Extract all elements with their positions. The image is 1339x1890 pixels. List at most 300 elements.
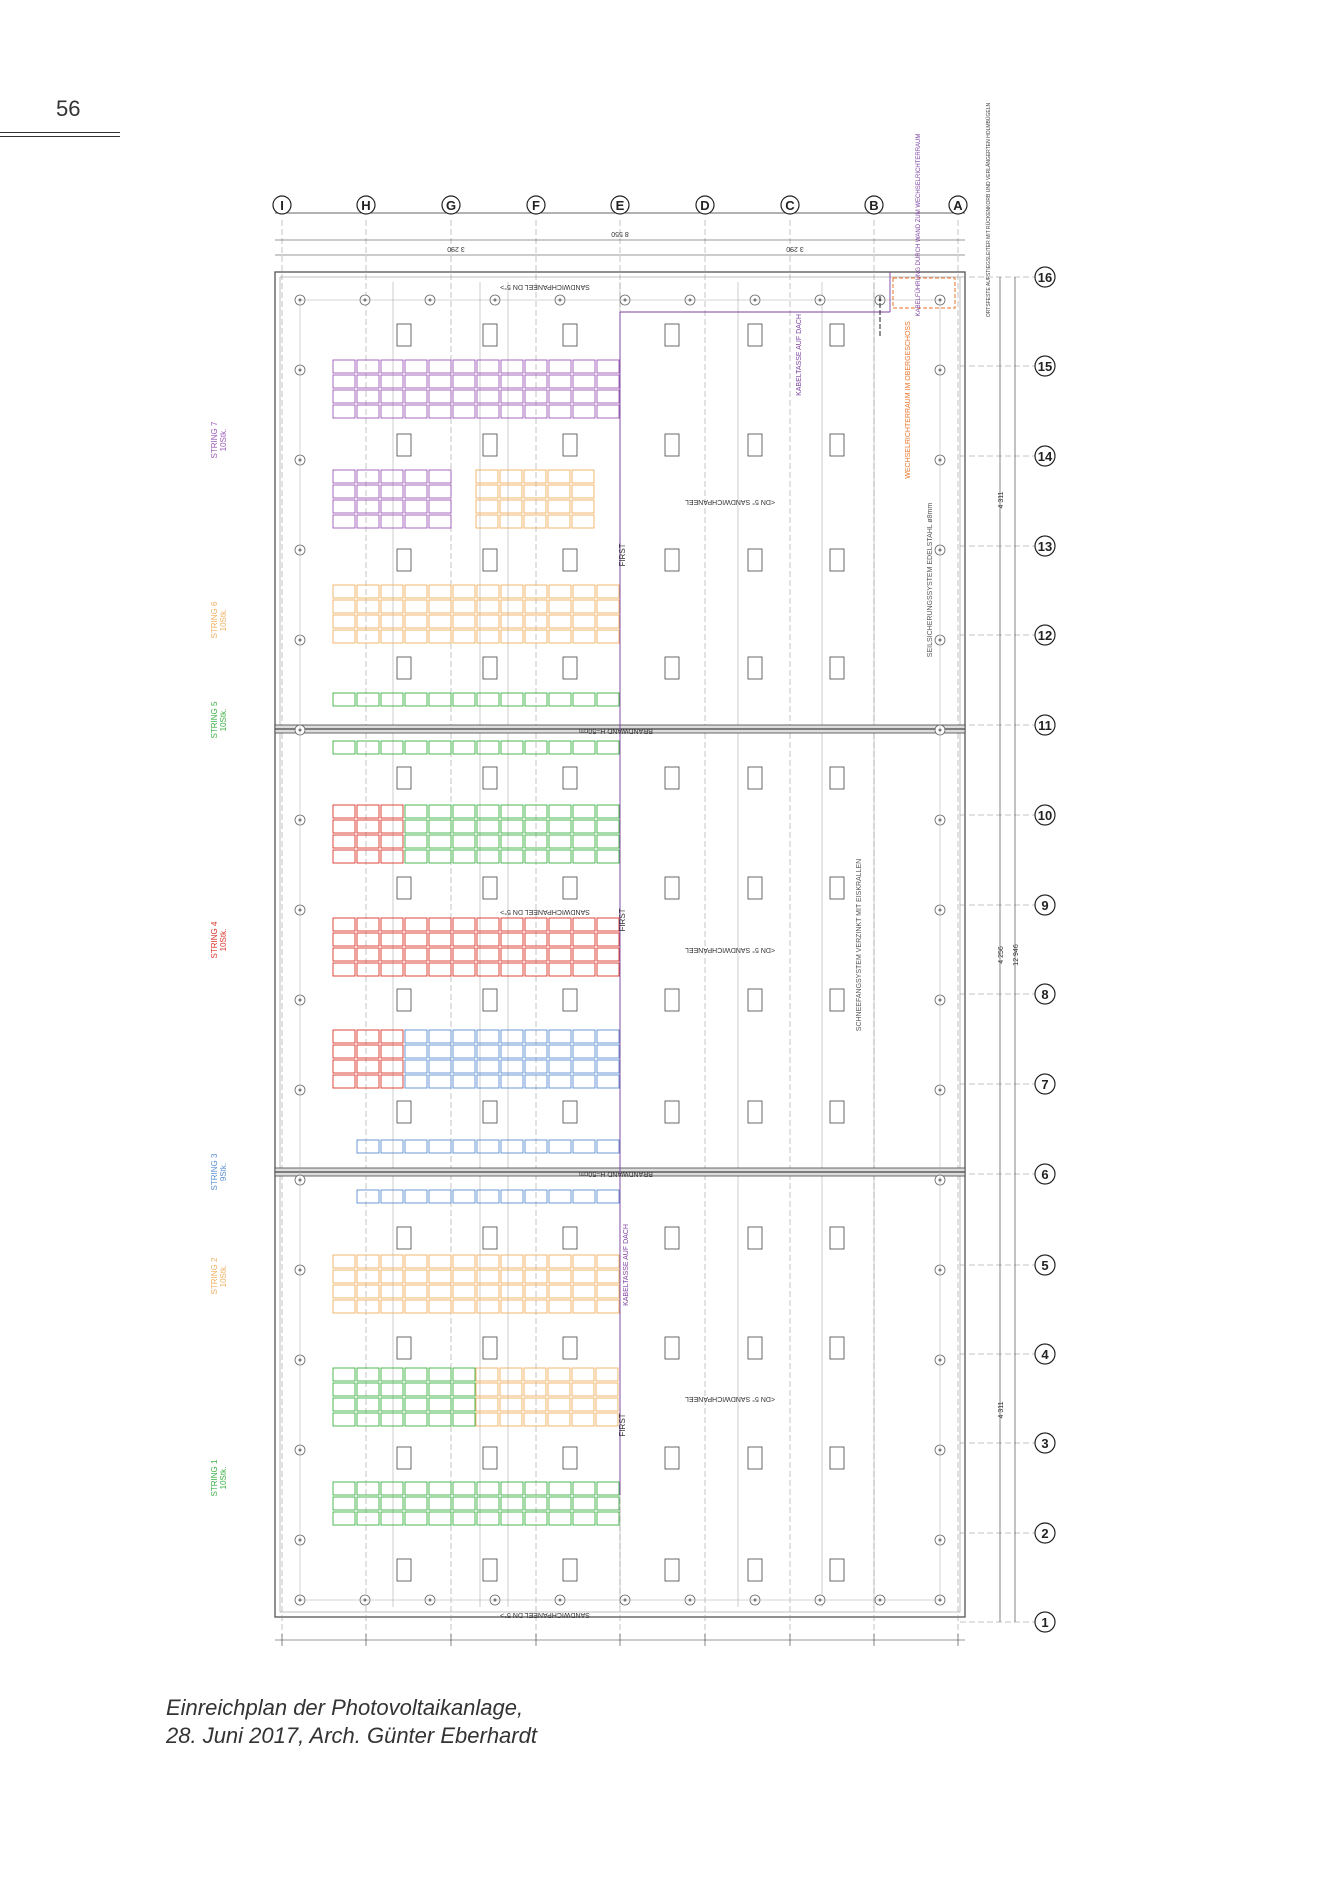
pv-module-string-2 — [405, 1270, 427, 1283]
pv-module-string-5 — [597, 693, 619, 706]
pv-module-string-3 — [453, 1030, 475, 1043]
pv-module-string-6 — [476, 515, 498, 528]
pv-module-string-7 — [549, 360, 571, 373]
pv-module-string-5 — [405, 820, 427, 833]
pv-module-string-3 — [501, 1060, 523, 1073]
pv-module-string-2 — [453, 1285, 475, 1298]
pv-module-string-1 — [597, 1482, 619, 1495]
ridge-label-1: FIRST — [618, 543, 627, 567]
pv-module-string-5 — [381, 741, 403, 754]
ridge-label-2: FIRST — [618, 908, 627, 932]
pv-module-string-6 — [573, 600, 595, 613]
axis-label-F: F — [532, 198, 540, 213]
pv-module-string-5 — [597, 820, 619, 833]
rwa-vent — [830, 434, 844, 456]
pv-module-string-4 — [549, 948, 571, 961]
pv-module-string-3 — [477, 1060, 499, 1073]
pv-module-string-2 — [597, 1255, 619, 1268]
pv-module-string-1 — [573, 1497, 595, 1510]
pv-module-string-4 — [453, 963, 475, 976]
pv-module-string-2 — [357, 1255, 379, 1268]
pv-module-string-3 — [429, 1075, 451, 1088]
pv-module-string-1 — [501, 1512, 523, 1525]
pv-module-string-2 — [477, 1300, 499, 1313]
pv-module-string-7 — [405, 360, 427, 373]
rwa-vent — [748, 1227, 762, 1249]
pv-module-string-3 — [429, 1140, 451, 1153]
pv-module-string-4 — [357, 948, 379, 961]
pv-module-string-7 — [405, 390, 427, 403]
sandwich-label-mid-4: <DN 5° SANDWICHPANEEL — [685, 1395, 775, 1402]
rwa-vent — [748, 989, 762, 1011]
pv-module-string-2 — [333, 1285, 355, 1298]
pv-module-string-7 — [381, 485, 403, 498]
rwa-vent — [563, 1337, 577, 1359]
pv-module-string-1 — [405, 1497, 427, 1510]
pv-module-string-7 — [405, 500, 427, 513]
pv-module-string-3 — [501, 1190, 523, 1203]
rwa-vent — [483, 549, 497, 571]
pv-module-string-6 — [357, 630, 379, 643]
string-3-label: STRING 3 — [210, 1153, 219, 1191]
pv-module-string-2 — [357, 1300, 379, 1313]
pv-module-string-3 — [573, 1190, 595, 1203]
rwa-vent — [397, 1101, 411, 1123]
pv-module-string-1 — [381, 1383, 403, 1396]
pv-module-string-2 — [405, 1285, 427, 1298]
pv-module-string-7 — [429, 405, 451, 418]
pv-module-string-6 — [357, 600, 379, 613]
pv-module-string-3 — [405, 1140, 427, 1153]
rwa-vent — [483, 434, 497, 456]
pv-module-string-2 — [597, 1270, 619, 1283]
pv-module-string-3 — [549, 1060, 571, 1073]
pv-module-string-1 — [333, 1512, 355, 1525]
rwa-vent — [397, 549, 411, 571]
pv-module-string-7 — [429, 470, 451, 483]
pv-module-string-2 — [381, 1255, 403, 1268]
pv-module-string-7 — [501, 360, 523, 373]
pv-module-string-4 — [357, 820, 379, 833]
pv-module-string-2 — [501, 1270, 523, 1283]
pv-module-string-6 — [573, 615, 595, 628]
pv-module-string-5 — [549, 693, 571, 706]
pv-module-string-7 — [453, 360, 475, 373]
pv-module-string-1 — [573, 1512, 595, 1525]
pv-module-string-5 — [573, 850, 595, 863]
pv-module-string-2 — [333, 1255, 355, 1268]
pv-module-string-2 — [476, 1413, 498, 1426]
pv-module-string-4 — [333, 805, 355, 818]
pv-module-string-7 — [453, 390, 475, 403]
string-1-count: 10Stk. — [219, 1466, 228, 1490]
pv-module-string-6 — [549, 600, 571, 613]
pv-module-string-4 — [549, 933, 571, 946]
pv-module-string-5 — [549, 805, 571, 818]
pv-module-string-1 — [453, 1383, 475, 1396]
pv-module-string-6 — [429, 585, 451, 598]
pv-module-string-5 — [429, 820, 451, 833]
rwa-vent — [830, 1227, 844, 1249]
pv-module-string-6 — [597, 585, 619, 598]
pv-module-string-4 — [333, 948, 355, 961]
pv-module-string-1 — [405, 1383, 427, 1396]
pv-module-string-6 — [476, 470, 498, 483]
pv-module-string-4 — [357, 1045, 379, 1058]
pv-module-string-6 — [572, 470, 594, 483]
pv-module-string-5 — [477, 805, 499, 818]
pv-module-string-5 — [549, 850, 571, 863]
pv-module-string-7 — [333, 515, 355, 528]
pv-module-string-5 — [453, 820, 475, 833]
string-3-count: 9Stk. — [219, 1162, 228, 1182]
axis-label-15: 15 — [1037, 359, 1053, 374]
pv-module-string-5 — [501, 835, 523, 848]
rwa-vent — [563, 434, 577, 456]
rwa-vent — [748, 1559, 762, 1581]
access-ladder-label: ORTSFESTE AUFSTIEGSLEITER MIT RÜCKENKORB UND VERLÄNGERTEN HOLMBÜGELN — [986, 102, 992, 318]
pv-module-string-4 — [381, 805, 403, 818]
pv-module-string-7 — [573, 390, 595, 403]
pv-module-string-6 — [548, 470, 570, 483]
pv-module-string-7 — [357, 390, 379, 403]
pv-module-string-4 — [381, 850, 403, 863]
pv-module-string-7 — [333, 470, 355, 483]
axis-label-3: 3 — [1041, 1436, 1049, 1451]
pv-module-string-7 — [357, 470, 379, 483]
pv-module-string-1 — [381, 1398, 403, 1411]
pv-module-string-1 — [357, 1368, 379, 1381]
pv-module-string-7 — [357, 405, 379, 418]
pv-module-string-3 — [405, 1060, 427, 1073]
pv-module-string-6 — [453, 600, 475, 613]
pv-module-string-4 — [333, 850, 355, 863]
rwa-vent — [665, 324, 679, 346]
rwa-vent — [830, 324, 844, 346]
rwa-vent — [483, 1101, 497, 1123]
pv-module-string-7 — [333, 360, 355, 373]
rwa-vent — [483, 989, 497, 1011]
pv-module-string-7 — [597, 375, 619, 388]
pv-module-string-2 — [548, 1368, 570, 1381]
pv-module-string-4 — [597, 963, 619, 976]
dim-right-upper: 4 311 — [998, 491, 1005, 509]
caption-line-2: 28. Juni 2017, Arch. Günter Eberhardt — [166, 1723, 537, 1748]
pv-module-string-3 — [573, 1045, 595, 1058]
pv-module-string-2 — [476, 1368, 498, 1381]
pv-module-string-1 — [453, 1482, 475, 1495]
pv-module-string-1 — [333, 1482, 355, 1495]
rwa-vent — [665, 434, 679, 456]
pv-module-string-4 — [381, 933, 403, 946]
pv-module-string-2 — [573, 1300, 595, 1313]
rwa-vent — [665, 1559, 679, 1581]
pv-module-string-3 — [405, 1030, 427, 1043]
pv-module-string-5 — [405, 835, 427, 848]
rwa-vent — [397, 1337, 411, 1359]
pv-module-string-1 — [333, 1413, 355, 1426]
pv-module-string-2 — [573, 1270, 595, 1283]
pv-module-string-6 — [453, 585, 475, 598]
sandwich-label-mid-3: <DN 5° SANDWICHPANEEL — [685, 946, 775, 953]
rwa-vent — [748, 767, 762, 789]
pv-module-string-2 — [524, 1368, 546, 1381]
axis-label-D: D — [700, 198, 710, 213]
pv-module-string-4 — [357, 1075, 379, 1088]
pv-module-string-3 — [429, 1060, 451, 1073]
pv-module-string-5 — [357, 741, 379, 754]
pv-module-string-4 — [357, 1030, 379, 1043]
inverter-room-label: WECHSELRICHTERRAUM IM OBERGESCHOSS — [905, 321, 912, 479]
dim-right-mid: 4 256 — [998, 946, 1005, 964]
rwa-vent — [397, 1227, 411, 1249]
pv-module-string-7 — [405, 485, 427, 498]
pv-module-string-3 — [573, 1075, 595, 1088]
rwa-vent — [830, 1559, 844, 1581]
axis-label-2: 2 — [1041, 1526, 1049, 1541]
pv-module-string-4 — [381, 948, 403, 961]
pv-module-string-4 — [453, 918, 475, 931]
pv-module-string-7 — [429, 485, 451, 498]
pv-module-string-6 — [548, 515, 570, 528]
pv-module-string-7 — [405, 515, 427, 528]
pv-module-string-1 — [381, 1368, 403, 1381]
pv-module-string-4 — [333, 1060, 355, 1073]
rwa-vent — [563, 877, 577, 899]
pv-module-string-6 — [501, 600, 523, 613]
pv-module-string-1 — [357, 1383, 379, 1396]
pv-module-string-7 — [429, 375, 451, 388]
pv-module-string-7 — [357, 515, 379, 528]
pv-module-string-5 — [429, 805, 451, 818]
sandwich-label-mid-2: SANDWICHPANEEL DN 5°> — [500, 908, 590, 915]
pv-module-string-4 — [333, 918, 355, 931]
pv-module-string-5 — [501, 850, 523, 863]
pv-module-string-5 — [429, 835, 451, 848]
pv-module-string-2 — [572, 1383, 594, 1396]
pv-module-string-7 — [381, 405, 403, 418]
pv-module-string-4 — [501, 918, 523, 931]
pv-module-string-1 — [333, 1368, 355, 1381]
pv-module-string-1 — [453, 1398, 475, 1411]
rwa-vent — [483, 877, 497, 899]
pv-module-string-4 — [405, 948, 427, 961]
rwa-vent — [830, 1101, 844, 1123]
pv-module-string-5 — [333, 741, 355, 754]
pv-module-string-5 — [429, 850, 451, 863]
pv-module-string-3 — [453, 1045, 475, 1058]
pv-module-string-2 — [453, 1270, 475, 1283]
pv-module-string-1 — [381, 1413, 403, 1426]
pv-module-string-3 — [501, 1140, 523, 1153]
dim-right-lower: 4 311 — [998, 1401, 1005, 1419]
pv-module-string-2 — [573, 1285, 595, 1298]
safety-system-label: SEILSICHERUNGSSYSTEM EDELSTAHL ø8mm — [927, 502, 934, 658]
pv-module-string-3 — [597, 1190, 619, 1203]
pv-module-string-2 — [501, 1285, 523, 1298]
pv-module-string-2 — [333, 1300, 355, 1313]
page-number: 56 — [56, 96, 81, 121]
pv-module-string-3 — [573, 1140, 595, 1153]
pv-module-string-5 — [453, 693, 475, 706]
pv-module-string-6 — [357, 615, 379, 628]
string-1-label: STRING 1 — [210, 1459, 219, 1497]
rwa-vent — [483, 1447, 497, 1469]
pv-module-string-5 — [501, 820, 523, 833]
pv-module-string-4 — [333, 1030, 355, 1043]
pv-module-string-3 — [477, 1030, 499, 1043]
pv-module-string-6 — [573, 630, 595, 643]
rwa-vent — [483, 324, 497, 346]
axis-label-9: 9 — [1041, 898, 1049, 913]
rwa-vent — [563, 767, 577, 789]
pv-module-string-5 — [333, 693, 355, 706]
pv-module-string-7 — [405, 470, 427, 483]
pv-module-string-6 — [549, 630, 571, 643]
pv-module-string-4 — [501, 933, 523, 946]
pv-module-string-6 — [381, 585, 403, 598]
pv-module-string-7 — [381, 360, 403, 373]
pv-module-string-3 — [597, 1060, 619, 1073]
pv-module-string-3 — [381, 1190, 403, 1203]
pv-module-string-2 — [381, 1285, 403, 1298]
pv-module-string-2 — [429, 1285, 451, 1298]
axis-label-16: 16 — [1037, 270, 1053, 285]
pv-module-string-2 — [524, 1383, 546, 1396]
dim-top-right: 3 290 — [786, 245, 804, 252]
pv-module-string-3 — [453, 1075, 475, 1088]
rwa-vent — [483, 1337, 497, 1359]
pv-module-string-3 — [597, 1045, 619, 1058]
pv-module-string-6 — [501, 630, 523, 643]
pv-module-string-6 — [549, 615, 571, 628]
axis-label-I: I — [280, 198, 284, 213]
rwa-vent — [748, 1447, 762, 1469]
pv-module-string-5 — [573, 820, 595, 833]
rwa-vent — [748, 324, 762, 346]
pv-module-string-5 — [597, 835, 619, 848]
pv-module-string-7 — [333, 390, 355, 403]
pv-module-string-7 — [381, 375, 403, 388]
pv-module-string-4 — [357, 1060, 379, 1073]
rwa-vent — [563, 989, 577, 1011]
axis-label-8: 8 — [1041, 987, 1049, 1002]
rwa-vent — [563, 549, 577, 571]
annotations — [447, 103, 1020, 1619]
pv-module-string-5 — [405, 741, 427, 754]
rwa-vent — [748, 1101, 762, 1123]
pv-module-string-2 — [524, 1398, 546, 1411]
pv-module-string-2 — [549, 1255, 571, 1268]
pv-module-string-4 — [333, 1075, 355, 1088]
pv-module-string-7 — [573, 405, 595, 418]
pv-module-string-7 — [405, 375, 427, 388]
pv-module-string-7 — [597, 405, 619, 418]
pv-module-string-7 — [477, 405, 499, 418]
pv-module-string-2 — [477, 1255, 499, 1268]
pv-module-string-6 — [477, 600, 499, 613]
axis-label-H: H — [361, 198, 371, 213]
string-4-count: 10Stk. — [219, 928, 228, 952]
pv-module-string-6 — [476, 485, 498, 498]
pv-module-string-4 — [381, 1045, 403, 1058]
rwa-vent — [665, 1227, 679, 1249]
pv-module-string-2 — [572, 1413, 594, 1426]
pv-module-string-5 — [429, 741, 451, 754]
pv-module-string-3 — [501, 1045, 523, 1058]
pv-module-string-1 — [597, 1497, 619, 1510]
pv-module-string-7 — [597, 360, 619, 373]
pv-module-string-5 — [453, 741, 475, 754]
pv-module-string-3 — [357, 1140, 379, 1153]
pv-module-string-4 — [381, 1030, 403, 1043]
pv-module-string-3 — [597, 1140, 619, 1153]
pv-module-string-5 — [405, 693, 427, 706]
rwa-vent — [483, 1559, 497, 1581]
dim-top-total: 8 550 — [611, 230, 629, 237]
axis-label-C: C — [785, 198, 795, 213]
pv-module-string-2 — [596, 1383, 618, 1396]
pv-module-string-2 — [573, 1255, 595, 1268]
rwa-vent — [748, 549, 762, 571]
pv-module-string-4 — [429, 948, 451, 961]
pv-module-string-1 — [453, 1413, 475, 1426]
pv-module-string-7 — [573, 375, 595, 388]
axis-label-A: A — [953, 198, 963, 213]
pv-module-string-7 — [381, 470, 403, 483]
pv-module-string-3 — [381, 1140, 403, 1153]
pv-module-string-6 — [500, 500, 522, 513]
pv-module-string-6 — [333, 600, 355, 613]
pv-module-string-6 — [333, 585, 355, 598]
pv-module-string-6 — [548, 485, 570, 498]
pv-module-string-1 — [429, 1512, 451, 1525]
pv-module-string-2 — [476, 1383, 498, 1396]
pv-module-string-6 — [333, 630, 355, 643]
pv-module-string-4 — [381, 835, 403, 848]
rwa-vent — [748, 434, 762, 456]
pv-module-string-1 — [357, 1482, 379, 1495]
pv-module-string-4 — [477, 933, 499, 946]
pv-module-string-4 — [501, 948, 523, 961]
pv-module-string-1 — [333, 1383, 355, 1396]
pv-module-string-7 — [501, 405, 523, 418]
pv-module-string-4 — [333, 963, 355, 976]
pv-module-string-7 — [333, 375, 355, 388]
sandwich-label-bottom: SANDWICHPANEEL DN 5°> — [500, 1611, 590, 1618]
pv-module-string-5 — [453, 835, 475, 848]
pv-module-string-2 — [549, 1270, 571, 1283]
pv-module-string-3 — [405, 1045, 427, 1058]
pv-module-string-7 — [333, 405, 355, 418]
pv-module-string-1 — [381, 1482, 403, 1495]
pv-module-string-6 — [548, 500, 570, 513]
pv-module-string-4 — [405, 933, 427, 946]
pv-module-string-2 — [453, 1255, 475, 1268]
pv-module-string-4 — [381, 1060, 403, 1073]
pv-module-string-4 — [381, 918, 403, 931]
pv-module-string-3 — [549, 1140, 571, 1153]
pv-module-string-3 — [405, 1190, 427, 1203]
axis-label-13: 13 — [1037, 539, 1053, 554]
rwa-vent — [397, 877, 411, 899]
pv-module-string-3 — [549, 1190, 571, 1203]
pv-module-string-4 — [357, 933, 379, 946]
axis-label-B: B — [869, 198, 879, 213]
rwa-vent — [830, 767, 844, 789]
pv-module-string-7 — [549, 375, 571, 388]
rwa-vent — [563, 1559, 577, 1581]
